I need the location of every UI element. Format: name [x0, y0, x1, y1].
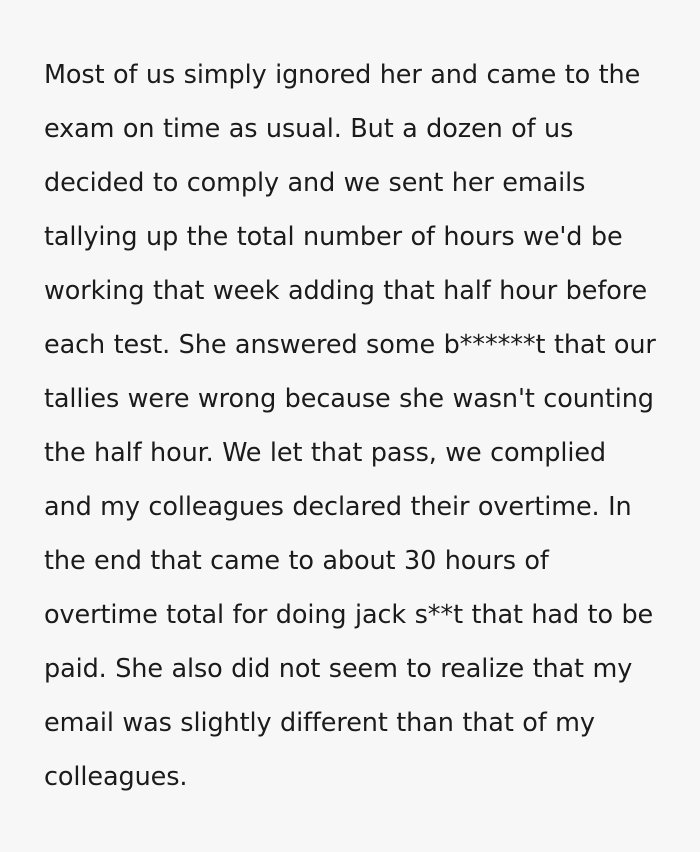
story-paragraph: Most of us simply ignored her and came to the exam on time as usual. But a dozen of us decided to comply and we sent her emails tallying up the total number of hours we'd be working that week adding that half hour before each test. She answered some b******t that our tallies were wrong because she wasn't counting the half hour. We let that pass, we complied and my colleagues declared their overtime. In the end that came to about 30 hours of overtime total for doing jack s**t that had to be paid. She also did not seem to realize that my email was slightly different than that of my colleagues.	[44, 59, 665, 792]
